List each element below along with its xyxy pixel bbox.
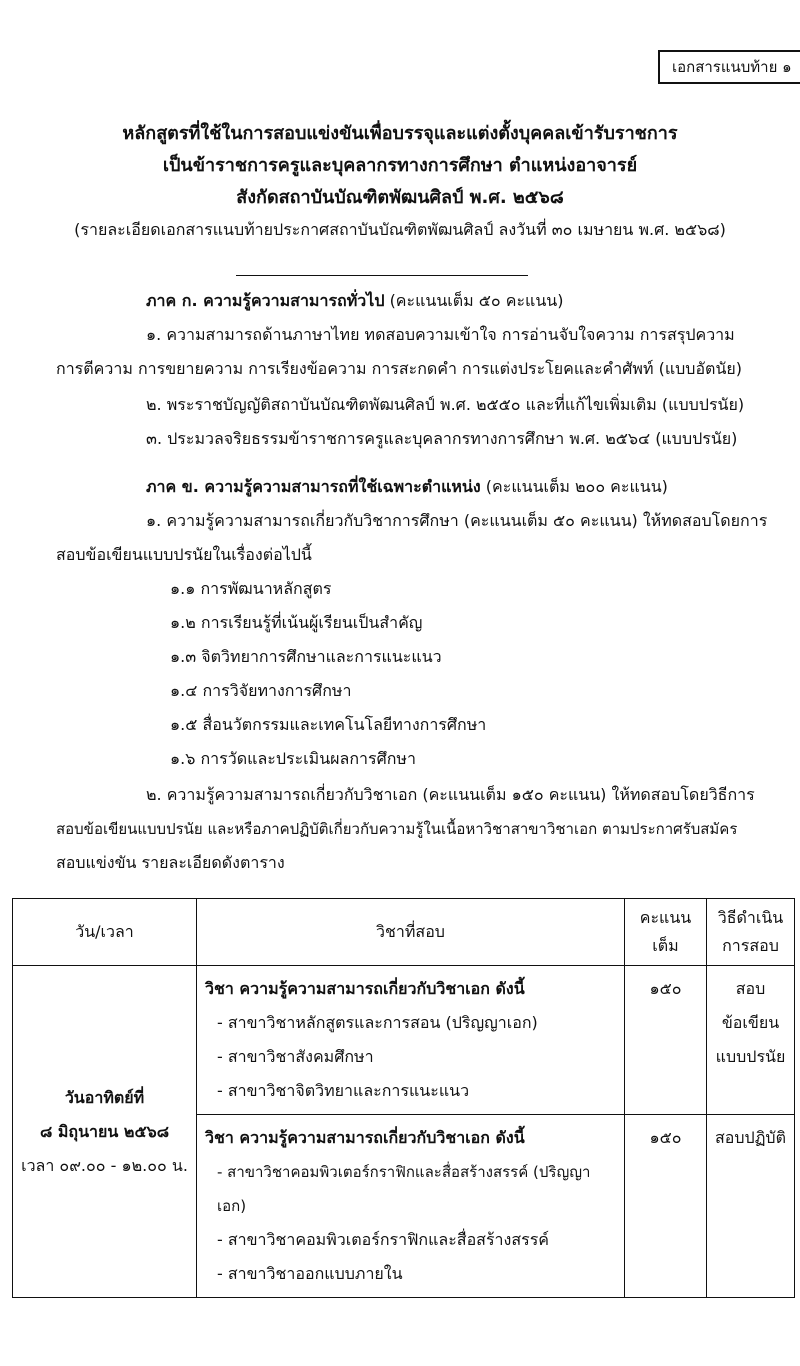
method-line: สอบ: [735, 979, 766, 998]
subject-item: - สาขาวิชาหลักสูตรและการสอน (ปริญญาเอก): [217, 1013, 538, 1032]
part-b-subitem: ๑.๑ การพัฒนาหลักสูตร: [170, 579, 332, 598]
part-a-item1-line2: การตีความ การขยายความ การเรียงข้อความ การสะกดคำ การแต่งประโยคและคำศัพท์ (แบบอัตนัย): [56, 359, 742, 378]
title-line-3: สังกัดสถาบันบัณฑิตพัฒนศิลป์ พ.ศ. ๒๕๖๘: [236, 187, 564, 208]
part-a-item1-line1: ๑. ความสามารถด้านภาษาไทย ทดสอบความเข้าใจ การอ่านจับใจความ การสรุปความ: [146, 325, 735, 344]
title-line-1: หลักสูตรที่ใช้ในการสอบแข่งขันเพื่อบรรจุและแต่งตั้งบุคคลเข้ารับราชการ: [122, 123, 678, 144]
subject-item: - สาขาวิชาออกแบบภายใน: [217, 1264, 403, 1283]
method-line: แบบปรนัย: [715, 1047, 786, 1066]
table-row: [13, 966, 795, 1115]
part-a-item3: ๓. ประมวลจริยธรรมข้าราชการครูและบุคลากรทางการศึกษา พ.ศ. ๒๕๖๔ (แบบปรนัย): [146, 429, 738, 448]
part-b-score: (คะแนนเต็ม ๒๐๐ คะแนน): [485, 477, 668, 496]
score-cell: ๑๕๐: [625, 966, 707, 1115]
title-subtitle: (รายละเอียดเอกสารแนบท้ายประกาศสถาบันบัณฑิตพัฒนศิลป์ ลงวันที่ ๓๐ เมษายน พ.ศ. ๒๕๖๘): [74, 220, 726, 239]
header-date: วัน/เวลา: [13, 899, 197, 966]
subject-item: - สาขาวิชาสังคมศึกษา: [217, 1047, 374, 1066]
part-b-heading: [146, 476, 668, 498]
exam-day: วันอาทิตย์ที่: [64, 1087, 145, 1107]
header-score: [625, 899, 707, 966]
part-b-subitem: ๑.๒ การเรียนรู้ที่เน้นผู้เรียนเป็นสำคัญ: [170, 613, 423, 632]
document-header: [0, 118, 800, 246]
header-divider: [236, 275, 528, 276]
header-subject: วิชาที่สอบ: [197, 899, 625, 966]
part-b-item1-line1: ๑. ความรู้ความสามารถเกี่ยวกับวิชาการศึกษา (คะแนนเต็ม ๕๐ คะแนน) ให้ทดสอบโดยการ: [146, 511, 768, 530]
subject-heading: วิชา ความรู้ความสามารถเกี่ยวกับวิชาเอก ดังนี้: [205, 979, 525, 998]
method-cell: [707, 966, 795, 1115]
part-b-subitem: ๑.๕ สื่อนวัตกรรมและเทคโนโลยีทางการศึกษา: [170, 715, 487, 734]
method-cell: [707, 1115, 795, 1298]
header-score-line1: คะแนน: [639, 908, 692, 927]
method-line: ข้อเขียน: [721, 1013, 780, 1032]
subject-cell: [197, 1115, 625, 1298]
part-a-title: ภาค ก. ความรู้ความสามารถทั่วไป: [146, 291, 385, 310]
subject-item: - สาขาวิชาคอมพิวเตอร์กราฟิกและสื่อสร้างสรรค์ (ปริญญาเอก): [217, 1163, 591, 1215]
header-method-line1: วิธีดำเนิน: [717, 908, 784, 927]
score-cell: ๑๕๐: [625, 1115, 707, 1298]
part-a-item2: ๒. พระราชบัญญัติสถาบันบัณฑิตพัฒนศิลป์ พ.ศ. ๒๕๕๐ และที่แก้ไขเพิ่มเติม (แบบปรนัย): [146, 395, 745, 414]
header-score-line2: เต็ม: [652, 936, 679, 955]
header-method-line2: การสอบ: [722, 936, 779, 955]
part-b-subitem: ๑.๓ จิตวิทยาการศึกษาและการแนะแนว: [170, 647, 442, 666]
subject-item: - สาขาวิชาคอมพิวเตอร์กราฟิกและสื่อสร้างสรรค์: [217, 1230, 549, 1249]
subject-cell: [197, 966, 625, 1115]
header-method: [707, 899, 795, 966]
exam-date: ๘ มิถุนายน ๒๕๖๘: [39, 1121, 170, 1141]
part-b-item2-line3: สอบแข่งขัน รายละเอียดดังตาราง: [56, 853, 285, 872]
part-b-item1-line2: สอบข้อเขียนแบบปรนัยในเรื่องต่อไปนี้: [56, 545, 312, 564]
part-a-score: (คะแนนเต็ม ๕๐ คะแนน): [389, 291, 564, 310]
part-b-subitem: ๑.๖ การวัดและประเมินผลการศึกษา: [170, 749, 416, 768]
part-a-heading: [146, 290, 563, 312]
part-b-title: ภาค ข. ความรู้ความสามารถที่ใช้เฉพาะตำแหน่ง: [146, 477, 481, 496]
date-cell: [13, 966, 197, 1298]
part-b-item2-line1: ๒. ความรู้ความสามารถเกี่ยวกับวิชาเอก (คะแนนเต็ม ๑๕๐ คะแนน) ให้ทดสอบโดยวิธีการ: [146, 785, 755, 804]
subject-item: - สาขาวิชาจิตวิทยาและการแนะแนว: [217, 1081, 470, 1100]
part-b-subitem: ๑.๔ การวิจัยทางการศึกษา: [170, 681, 352, 700]
subject-heading: วิชา ความรู้ความสามารถเกี่ยวกับวิชาเอก ดังนี้: [205, 1128, 525, 1147]
attachment-label: เอกสารแนบท้าย ๑: [658, 50, 800, 84]
exam-schedule-table: [12, 898, 795, 1298]
method-line: สอบปฏิบัติ: [715, 1128, 786, 1147]
exam-time: เวลา ๐๙.๐๐ - ๑๒.๐๐ น.: [21, 1155, 188, 1175]
title-line-2: เป็นข้าราชการครูและบุคลากรทางการศึกษา ตำแหน่งอาจารย์: [162, 155, 638, 176]
table-header-row: [13, 899, 795, 966]
part-b-item2-line2: สอบข้อเขียนแบบปรนัย และหรือภาคปฏิบัติเกี่ยวกับความรู้ในเนื้อหาวิชาสาขาวิชาเอก ตามประกาศรับสมัคร: [56, 820, 738, 838]
